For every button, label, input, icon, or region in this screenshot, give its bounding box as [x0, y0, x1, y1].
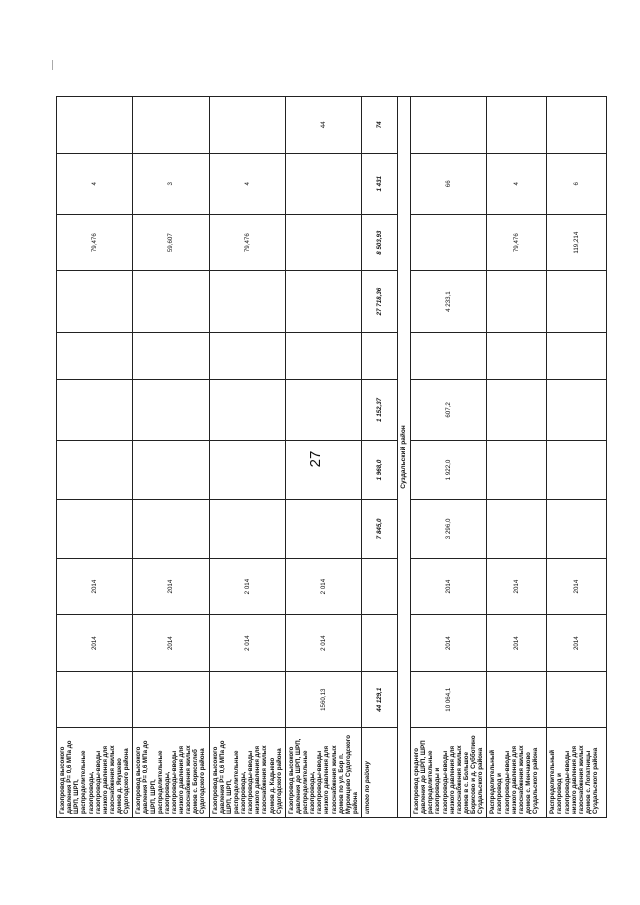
scan-mark: [52, 60, 53, 70]
row-name-cell: Газопровод высокого давления P= 0,6 МПа до ШРП, ШРП, распределительные газопроводы, газопроводы-вводы низкого давления для газоснабжения жилых домов с. Борисоглеб Судогодского района: [133, 728, 209, 818]
table-cell: [133, 441, 209, 500]
table-cell: 8 503,93: [362, 214, 398, 271]
table-cell: [487, 97, 547, 154]
rotated-table-container: [56, 96, 599, 818]
table-row: [133, 97, 209, 818]
table-row: [411, 97, 487, 818]
table-cell: [487, 379, 547, 440]
table-cell: [133, 97, 209, 154]
table-cell: 119,214: [547, 214, 607, 271]
table-cell: [487, 271, 547, 332]
table-cell: [547, 441, 607, 500]
table-cell: [133, 271, 209, 332]
table-cell: [209, 271, 285, 332]
table-row: [209, 97, 285, 818]
section-row: [398, 97, 411, 818]
table-cell: 44 129,1: [362, 671, 398, 728]
table-cell: [133, 379, 209, 440]
table-cell: 7 845,0: [362, 499, 398, 558]
table-cell: 4: [487, 153, 547, 214]
table-cell: [133, 671, 209, 728]
table-cell: 3 296,0: [411, 499, 487, 558]
row-name-cell: Распределительный газопровод и газопроводы-вводы низкого давления для газоснабжения жилых домов с. Лопатницы Суздальского района: [547, 728, 607, 818]
table-cell: [285, 332, 361, 379]
table-cell: 2014: [547, 615, 607, 672]
table-cell: [209, 441, 285, 500]
table-cell: [487, 671, 547, 728]
table-row: [57, 97, 133, 818]
table-cell: 1 431: [362, 153, 398, 214]
table-cell: [57, 97, 133, 154]
table-cell: [547, 332, 607, 379]
table-cell: 74: [362, 97, 398, 154]
table-cell: 2 014: [285, 558, 361, 615]
table-cell: [362, 332, 398, 379]
table-cell: [285, 499, 361, 558]
row-name-cell: Газопровод высокого давления до ШРП, ШРП, распределительные газопроводы, газопроводы-вводы низкого давления для газоснабжения жилых домов по ул. Бор п. Муромцево Судогодского района: [285, 728, 361, 818]
data-table: [56, 96, 607, 818]
table-cell: 3: [133, 153, 209, 214]
table-cell: 2014: [57, 558, 133, 615]
table-cell: 4: [209, 153, 285, 214]
table-cell: 2 014: [209, 615, 285, 672]
table-cell: [209, 499, 285, 558]
table-cell: 2014: [487, 558, 547, 615]
table-cell: 79,476: [487, 214, 547, 271]
table-cell: 607,2: [411, 379, 487, 440]
table-cell: 79,476: [57, 214, 133, 271]
table-cell: [362, 558, 398, 615]
table-cell: 2014: [411, 615, 487, 672]
table-cell: [57, 671, 133, 728]
table-cell: 2014: [133, 558, 209, 615]
table-cell: 2014: [133, 615, 209, 672]
section-title: Суздальский район: [398, 97, 411, 818]
table-cell: [209, 671, 285, 728]
table-cell: [487, 441, 547, 500]
table-cell: 1 968,0: [362, 441, 398, 500]
table-cell: 2014: [487, 615, 547, 672]
table-cell: 1 922,0: [411, 441, 487, 500]
table-cell: [547, 271, 607, 332]
table-cell: 59,607: [133, 214, 209, 271]
table-cell: [133, 499, 209, 558]
table-cell: [285, 271, 361, 332]
table-cell: 4: [57, 153, 133, 214]
table-cell: 79,476: [209, 214, 285, 271]
table-cell: 2 014: [209, 558, 285, 615]
table-cell: 2014: [547, 558, 607, 615]
table-cell: [57, 332, 133, 379]
table-cell: 1560,13: [285, 671, 361, 728]
page-number: 27: [307, 450, 324, 468]
table-cell: 4 233,1: [411, 271, 487, 332]
table-cell: [547, 379, 607, 440]
table-cell: [209, 379, 285, 440]
table-cell: [285, 153, 361, 214]
table-cell: 2014: [411, 558, 487, 615]
row-name-cell: Распределительный газопровод и газопроводы-вводы низкого давления для газоснабжения жилых домов с. Менчаково Суздальского района: [487, 728, 547, 818]
table-cell: [209, 332, 285, 379]
table-cell: 6: [547, 153, 607, 214]
table-cell: [57, 499, 133, 558]
table-cell: [362, 615, 398, 672]
table-cell: [57, 379, 133, 440]
row-name-cell: итого по району: [362, 728, 398, 818]
table-cell: [285, 379, 361, 440]
table-cell: [411, 97, 487, 154]
table-cell: [285, 441, 361, 500]
table-cell: 1 152,37: [362, 379, 398, 440]
table-cell: 27 718,36: [362, 271, 398, 332]
table-row: [547, 97, 607, 818]
table-cell: 2 014: [285, 615, 361, 672]
table-cell: 44: [285, 97, 361, 154]
table-cell: [547, 671, 607, 728]
table-cell: [487, 332, 547, 379]
table-cell: 66: [411, 153, 487, 214]
table-row: [362, 97, 398, 818]
table-cell: [133, 332, 209, 379]
row-name-cell: Газопровод высокого давления P= 0,6 МПа до ШРП, ШРП, распределительные газопроводы, газопроводы-вводы низкого давления для газоснабжения жилых домов д. Кадыево Судогодского района: [209, 728, 285, 818]
table-cell: [411, 214, 487, 271]
table-cell: 2014: [57, 615, 133, 672]
table-cell: [547, 499, 607, 558]
table-cell: [209, 97, 285, 154]
table-cell: [547, 97, 607, 154]
table-row: [285, 97, 361, 818]
table-cell: [57, 441, 133, 500]
table-cell: [411, 332, 487, 379]
table-row: [487, 97, 547, 818]
table-cell: [487, 499, 547, 558]
table-cell: [57, 271, 133, 332]
table-cell: [285, 214, 361, 271]
table-cell: 10 064,1: [411, 671, 487, 728]
row-name-cell: Газопровод высокого давления P= 0,6 МПа до ШРП, ШРП, распределительные газопроводы, газопроводы-вводы низкого давления для газоснабжения жилых домов д. Якушево Судогодского района: [57, 728, 133, 818]
row-name-cell: Газопровод среднего давления до ШРП, ШРП распределительные газопроводы и газопроводы-вводы низкого давления для газоснабжения жилых домов в с. Большое Борисово и д. Субботино Суздальского района: [411, 728, 487, 818]
